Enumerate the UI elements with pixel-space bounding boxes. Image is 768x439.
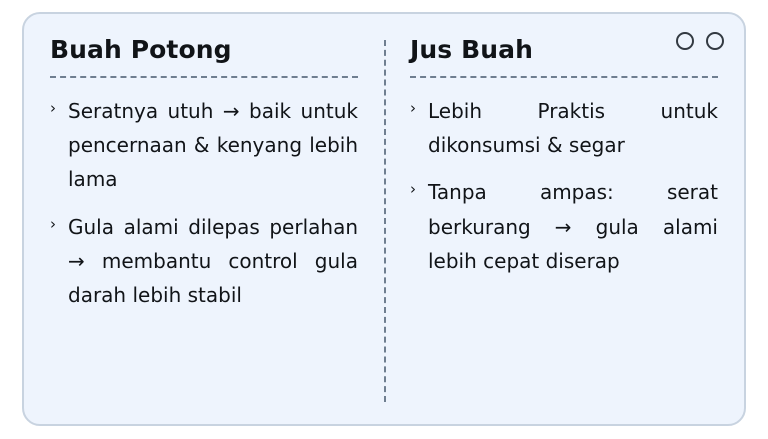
title-divider [410, 76, 718, 78]
chevron-right-icon: › [410, 98, 416, 117]
column-title: Buah Potong [50, 35, 232, 64]
list-item [50, 210, 358, 313]
column-jus-buah [384, 36, 718, 406]
column-title: Jus Buah [410, 35, 534, 64]
column-buah-potong [50, 36, 384, 406]
title-divider [50, 76, 358, 78]
list-item-text: Lebih Praktis untuk dikonsumsi & segar [428, 98, 718, 157]
chevron-right-icon: › [410, 180, 416, 199]
list-item-text: Tanpa ampas: serat berkurang → gula alami lebih cepat diserap [428, 180, 718, 274]
bullet-list [50, 94, 358, 313]
bullet-list [410, 94, 718, 279]
list-item [410, 94, 718, 163]
chevron-right-icon: › [50, 214, 56, 233]
chevron-right-icon: › [50, 98, 56, 117]
list-item [410, 175, 718, 278]
comparison-card [22, 12, 746, 426]
list-item-text: Seratnya utuh → baik untuk pencernaan & kenyang lebih lama [68, 98, 358, 192]
list-item-text: Gula alami dilepas perlahan → membantu control gula darah lebih stabil [68, 214, 358, 308]
list-item [50, 94, 358, 197]
vertical-divider [384, 40, 386, 402]
